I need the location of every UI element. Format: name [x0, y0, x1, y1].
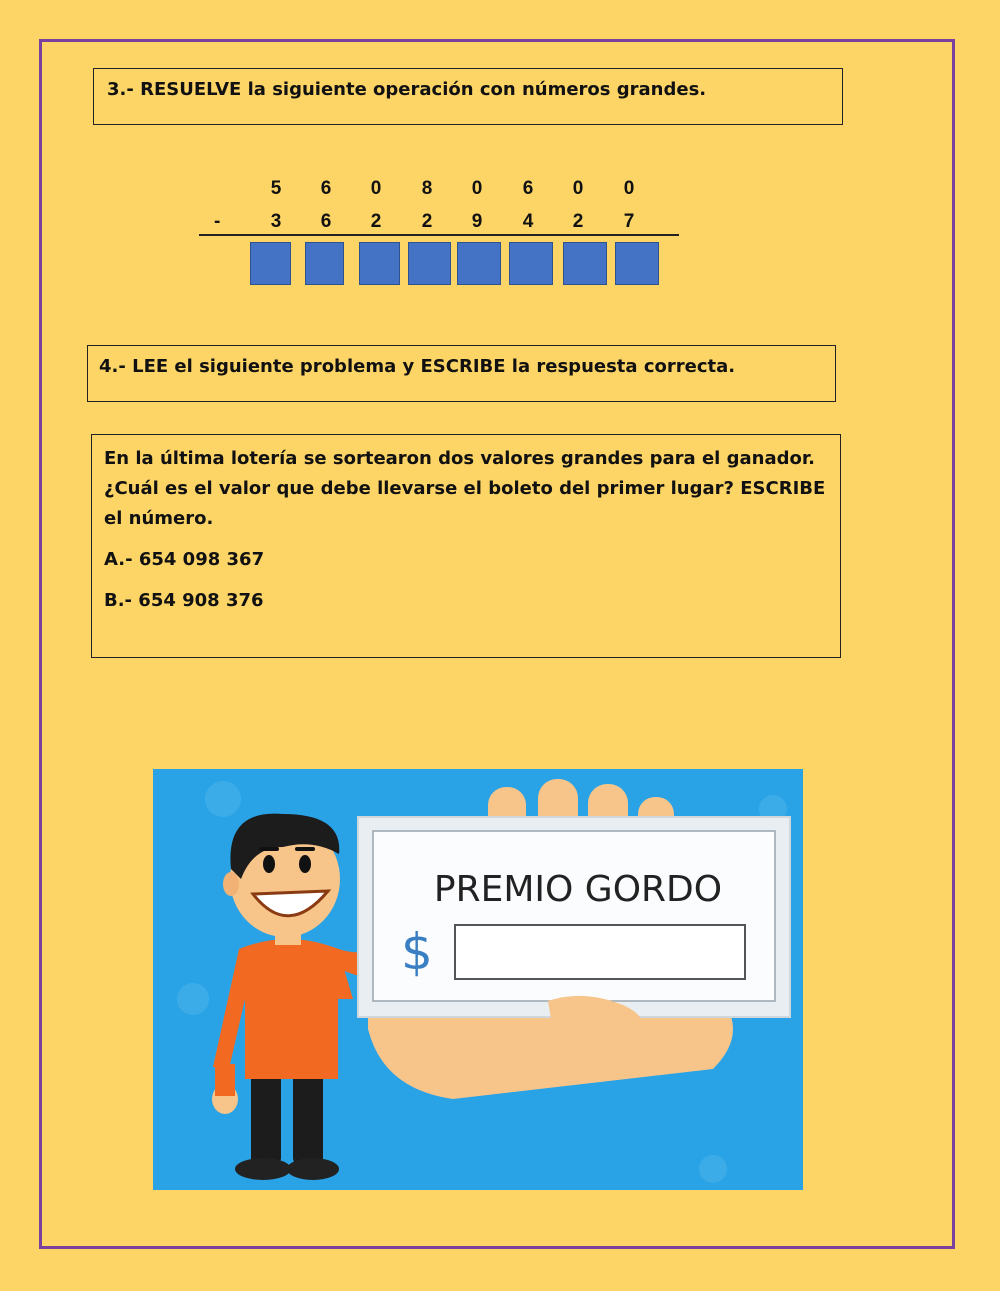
answer-box-3[interactable]: [359, 242, 400, 285]
answer-box-5[interactable]: [457, 242, 501, 285]
answer-box-1[interactable]: [250, 242, 291, 285]
answer-box-6[interactable]: [509, 242, 553, 285]
minuend-digit: 0: [370, 178, 382, 199]
answer-box-8[interactable]: [615, 242, 659, 285]
prize-cheque: [358, 817, 790, 1017]
minuend-digit: 0: [623, 178, 635, 199]
subtrahend-digit: 4: [522, 211, 534, 232]
problem-text: En la última lotería se sortearon dos valores grandes para el ganador. ¿Cuál es el valor que debe llevarse el boleto del primer lugar? ESCRIBE el número.: [104, 448, 826, 529]
minuend-digit: 0: [572, 178, 584, 199]
answer-box-4[interactable]: [408, 242, 451, 285]
subtraction-line: [199, 234, 679, 236]
option-a: A.- 654 098 367: [104, 549, 265, 570]
subtrahend-digit: 9: [471, 211, 483, 232]
subtrahend-digit: 2: [421, 211, 433, 232]
problem-box: [91, 434, 841, 658]
minuend-digit: 0: [471, 178, 483, 199]
subtrahend-digit: 2: [572, 211, 584, 232]
dollar-sign: $: [401, 923, 433, 981]
minuend-digit: 6: [522, 178, 534, 199]
minus-sign: -: [214, 211, 221, 232]
lottery-winner-illustration: [153, 769, 803, 1190]
question-4-heading: [87, 345, 836, 402]
subtrahend-digit: 6: [320, 211, 332, 232]
subtrahend-digit: 3: [270, 211, 282, 232]
subtrahend-digit: 7: [623, 211, 635, 232]
minuend-digit: 6: [320, 178, 332, 199]
answer-box-7[interactable]: [563, 242, 607, 285]
question-3-heading: [93, 68, 843, 125]
option-b: B.- 654 908 376: [104, 590, 264, 611]
cheque-title: PREMIO GORDO: [433, 869, 723, 910]
answer-box-2[interactable]: [305, 242, 344, 285]
question-4-title: 4.- LEE el siguiente problema y ESCRIBE la respuesta correcta.: [99, 356, 736, 377]
minuend-digit: 8: [421, 178, 433, 199]
subtrahend-digit: 2: [370, 211, 382, 232]
question-3-title: 3.- RESUELVE la siguiente operación con números grandes.: [107, 79, 707, 100]
minuend-digit: 5: [270, 178, 282, 199]
